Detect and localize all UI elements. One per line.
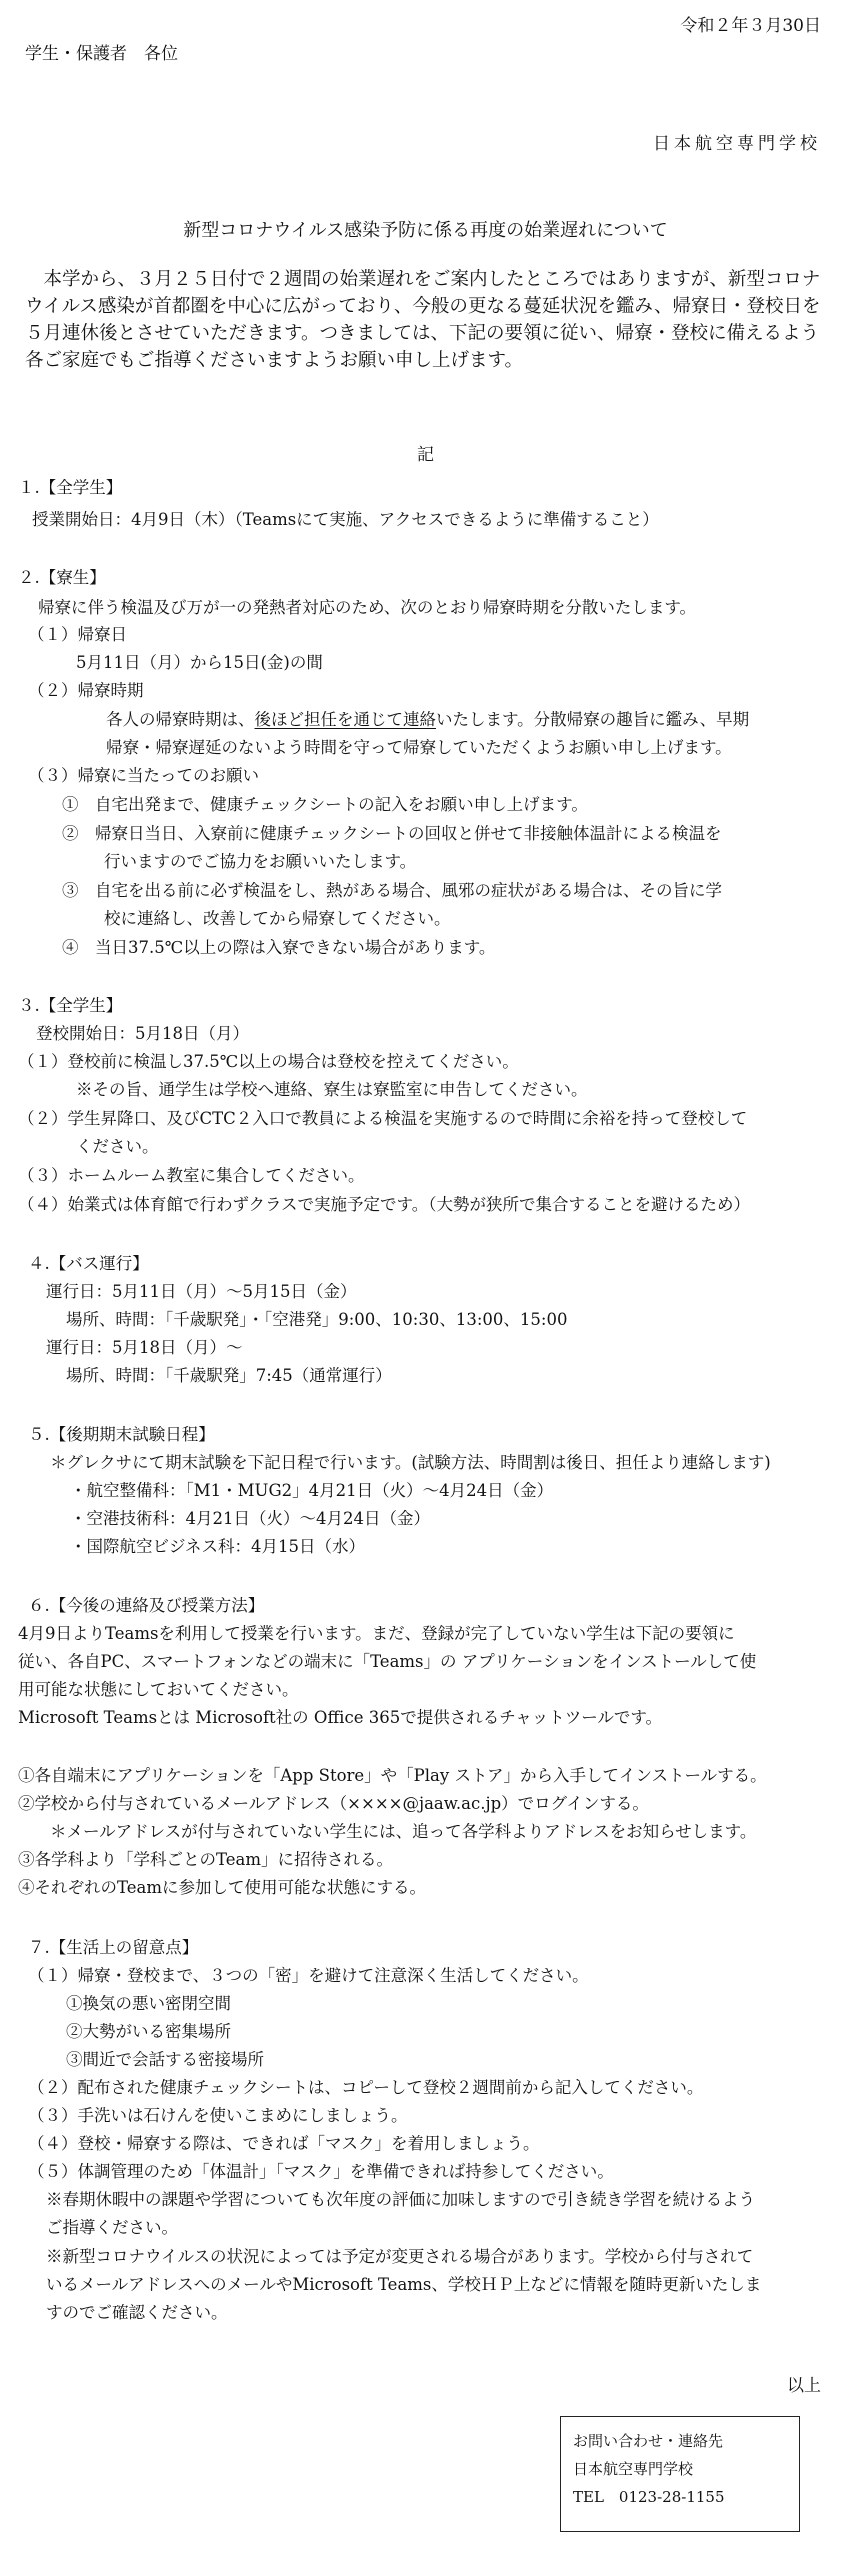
- body-line: ＊メールアドレスが付与されていない学生には、追って各学科よりアドレスをお知らせします。: [50, 1822, 757, 1841]
- body-line: ３.【全学生】: [18, 996, 123, 1015]
- contact-heading: お問い合わせ・連絡先: [573, 2432, 724, 2450]
- body-line: 帰寮に伴う検温及び万が一の発熱者対応のため、次のとおり帰寮時期を分散いたします。: [38, 598, 697, 617]
- body-line: （３）ホームルーム教室に集合してください。: [18, 1166, 365, 1185]
- body-line: 場所、時間：「千歳駅発」・「空港発」9:00、10:30、13:00、15:00: [66, 1310, 568, 1329]
- body-line: 授業開始日：4月9日（木）（Teamsにて実施、アクセスできるように準備すること）: [32, 510, 659, 529]
- body-line: （３）手洗いは石けんを使いこまめにしましょう。: [28, 2106, 408, 2125]
- closing-mark: 以上: [787, 2376, 821, 2396]
- body-line: ・空港技術科：4月21日（火）～4月24日（金）: [70, 1509, 430, 1528]
- body-line: ２.【寮生】: [18, 568, 106, 587]
- body-line: ④ 当日37.5℃以上の際は入寮できない場合があります。: [62, 938, 496, 957]
- body-line: （１）帰寮日: [28, 625, 127, 644]
- body-line: 5月11日（月）から15日(金)の間: [76, 653, 323, 672]
- body-line: ください。: [76, 1137, 159, 1156]
- body-line: （４）登校・帰寮する際は、できれば「マスク」を着用しましょう。: [28, 2134, 540, 2153]
- addressee: 学生・保護者 各位: [25, 44, 178, 64]
- body-line: ④それぞれのTeamに参加して使用可能な状態にする。: [18, 1878, 426, 1897]
- body-line: ご指導ください。: [46, 2218, 178, 2237]
- body-line: ①各自端末にアプリケーションを「App Store」や「Play ストア」から入手してインストールする。: [18, 1766, 767, 1785]
- intro-paragraph: [25, 266, 825, 374]
- body-line: 場所、時間：「千歳駅発」7:45（通常運行）: [66, 1366, 392, 1385]
- body-line: Microsoft Teamsとは Microsoft社の Office 365で提供されるチャットツールです。: [18, 1708, 663, 1727]
- body-line: 運行日：5月11日（月）～5月15日（金）: [46, 1282, 357, 1301]
- body-line: 従い、各自PC、スマートフォンなどの端末に「Teams」の アプリケーションをインストールして使: [18, 1652, 757, 1671]
- body-line: （２）学生昇降口、及びCTC２入口で教員による検温を実施するので時間に余裕を持って登校して: [18, 1109, 748, 1128]
- body-line: 用可能な状態にしておいてください。: [18, 1680, 299, 1699]
- contact-school: 日本航空専門学校: [573, 2460, 694, 2478]
- body-line: ※その旨、通学生は学校へ連絡、寮生は寮監室に申告してください。: [76, 1080, 588, 1099]
- contact-tel: TEL 0123-28-1155: [573, 2488, 725, 2506]
- body-line: ②学校から付与されているメールアドレス（××××@jaaw.ac.jp）でログインする。: [18, 1794, 649, 1813]
- body-line: ＊グレクサにて期末試験を下記日程で行います。(試験方法、時間割は後日、担任より連絡します): [50, 1453, 771, 1472]
- body-line: ※新型コロナウイルスの状況によっては予定が変更される場合があります。学校から付与されて: [46, 2247, 754, 2266]
- body-line: ７.【生活上の留意点】: [28, 1938, 199, 1957]
- body-line: ① 自宅出発まで、健康チェックシートの記入をお願い申し上げます。: [62, 795, 588, 814]
- body-line: （４）始業式は体育館で行わずクラスで実施予定です。（大勢が狭所で集合することを避けるため）: [18, 1195, 750, 1214]
- body-line: ６.【今後の連絡及び授業方法】: [28, 1596, 265, 1615]
- body-line: ・航空整備科：「M1・MUG2」4月21日（火）～4月24日（金）: [70, 1481, 554, 1500]
- body-line: ② 帰寮日当日、入寮前に健康チェックシートの回収と併せて非接触体温計による検温を: [62, 824, 722, 843]
- body-line: 4月9日よりTeamsを利用して授業を行います。まだ、登録が完了していない学生は下記の要領に: [18, 1624, 735, 1643]
- body-line: （３）帰寮に当たってのお願い: [28, 766, 259, 785]
- body-line: ③間近で会話する密接場所: [66, 2050, 264, 2069]
- body-line: 運行日：5月18日（月）～: [46, 1338, 243, 1357]
- body-line: （２）配布された健康チェックシートは、コピーして登校２週間前から記入してください。: [28, 2078, 704, 2097]
- body-line: ②大勢がいる密集場所: [66, 2022, 231, 2041]
- body-line: ※春期休暇中の課題や学習についても次年度の評価に加味しますので引き続き学習を続けるよう: [46, 2190, 756, 2209]
- body-line: 各人の帰寮時期は、後ほど担任を通じて連絡いたします。分散帰寮の趣旨に鑑み、早期: [106, 710, 750, 729]
- body-line: （２）帰寮時期: [28, 681, 144, 700]
- body-line: ４.【バス運行】: [28, 1254, 149, 1273]
- body-line: ①換気の悪い密閉空間: [66, 1994, 231, 2013]
- body-line: ③各学科より「学科ごとのTeam」に招待される。: [18, 1850, 393, 1869]
- body-line: （５）体調管理のため「体温計」「マスク」を準備できれば持参してください。: [28, 2162, 614, 2181]
- intro-text: 本学から、３月２５日付で２週間の始業遅れをご案内したところではありますが、新型コロナウイルス感染が首都圏を中心に広がっており、今般の更なる蔓延状況を鑑み、帰寮日・登校日を５月連休後とさせていただきます。つきましては、下記の要領に従い、帰寮・登校に備えるよう各ご家庭でもご指導くださいますようお願い申し上げます。: [25, 269, 821, 371]
- body-line: ５.【後期期末試験日程】: [28, 1425, 215, 1444]
- body-line: すのでご確認ください。: [46, 2303, 228, 2322]
- issuer-school: 日本航空専門学校: [653, 134, 821, 154]
- body-line: 行いますのでご協力をお願いいたします。: [104, 852, 417, 871]
- body-line: 登校開始日：5月18日（月）: [36, 1024, 249, 1043]
- body-line: （１）帰寮・登校まで、３つの「密」を避けて注意深く生活してください。: [28, 1966, 589, 1985]
- body-line: 帰寮・帰寮遅延のないよう時間を守って帰寮していただくようお願い申し上げます。: [106, 738, 732, 757]
- body-line: ・国際航空ビジネス科：4月15日（水）: [70, 1537, 365, 1556]
- document-title: 新型コロナウイルス感染予防に係る再度の始業遅れについて: [183, 220, 668, 241]
- body-line: ③ 自宅を出る前に必ず検温をし、熱がある場合、風邪の症状がある場合は、その旨に学: [62, 881, 722, 900]
- body-line: いるメールアドレスへのメールやMicrosoft Teams、学校ＨＰ上などに情報を随時更新いたしま: [46, 2275, 762, 2294]
- body-line: １.【全学生】: [18, 478, 123, 497]
- body-line: （１）登校前に検温し37.5℃以上の場合は登校を控えてください。: [18, 1052, 519, 1071]
- contact-box: [560, 2416, 800, 2532]
- body-line: 校に連絡し、改善してから帰寮してください。: [104, 909, 451, 928]
- document-date: 令和２年３月30日: [680, 16, 821, 36]
- ki-heading: 記: [417, 445, 434, 465]
